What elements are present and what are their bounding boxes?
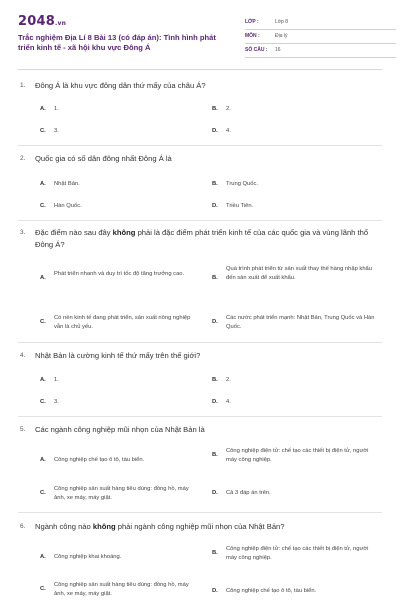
option-letter: C. bbox=[40, 586, 46, 592]
option-letter: D. bbox=[212, 490, 218, 496]
option-text: 2. bbox=[226, 106, 231, 112]
question-1 bbox=[20, 80, 380, 92]
meta-key: MÔN : bbox=[245, 33, 260, 39]
option-text: 4. bbox=[226, 128, 231, 134]
meta-value: Địa lý bbox=[275, 33, 288, 39]
option-letter: D. bbox=[212, 319, 218, 325]
meta-row-count bbox=[245, 44, 396, 58]
logo-text: 2048 bbox=[18, 14, 55, 29]
option-letter: A. bbox=[40, 457, 46, 463]
site-logo[interactable] bbox=[18, 14, 66, 29]
option-letter: A. bbox=[40, 106, 46, 112]
option-letter: A. bbox=[40, 275, 46, 281]
question-separator bbox=[18, 342, 382, 343]
stem-text: Quốc gia có số dân đông nhất Đông Á là bbox=[35, 154, 172, 163]
meta-value: 16 bbox=[275, 47, 281, 53]
meta-row-class bbox=[245, 16, 396, 30]
stem-text: Nhật Bản là cường kinh tế thứ mấy trên thế giới? bbox=[35, 351, 201, 360]
option-text: Công nghiệp điện tử: chế tạo các thiết bị điện tử, người máy công nghiệp. bbox=[226, 448, 369, 463]
question-number: 5. bbox=[20, 426, 26, 433]
meta-row-subject bbox=[245, 30, 396, 44]
option-letter: C. bbox=[40, 203, 46, 209]
option-text: Triều Tiên. bbox=[226, 203, 254, 209]
option-text: Cả 3 đáp án trên. bbox=[226, 490, 271, 496]
option-letter: C. bbox=[40, 399, 46, 405]
question-separator bbox=[18, 416, 382, 417]
header-divider bbox=[18, 69, 382, 70]
stem-text: Ngành công nào bbox=[35, 522, 93, 531]
stem-text: phải ngành công nghiệp mũi nhọn của Nhật Bản? bbox=[115, 522, 285, 531]
document-header bbox=[18, 12, 382, 68]
question-separator bbox=[18, 220, 382, 221]
document-title: Trắc nghiệm Địa Lí 8 Bài 13 (có đáp án): Tình hình phát triển kinh tế - xã hội khu vực Đông Á bbox=[18, 33, 216, 52]
question-separator bbox=[18, 145, 382, 146]
question-number: 6. bbox=[20, 523, 26, 530]
option-letter: D. bbox=[212, 128, 218, 134]
question-stem bbox=[20, 80, 380, 92]
question-5 bbox=[20, 424, 380, 436]
option-text: Các nước phát triển mạnh: Nhật Bản, Trung Quốc và Hàn Quốc. bbox=[226, 315, 375, 330]
question-3 bbox=[20, 227, 380, 251]
option-text: Có nền kinh tế đang phát triển, sản xuất nông nghiệp vẫn là chủ yếu. bbox=[54, 315, 191, 330]
question-2 bbox=[20, 153, 380, 165]
stem-text: phải là đặc điểm phát triển kinh tế của các quốc gia và vùng lãnh thổ Đông Á? bbox=[35, 228, 369, 249]
option-text: Nhật Bản. bbox=[54, 181, 80, 187]
option-text: Công nghiệp sản xuất hàng tiêu dùng: đồng hồ, máy ảnh, xe máy, máy giặt. bbox=[54, 582, 189, 597]
option-letter: A. bbox=[40, 554, 46, 560]
logo-tld: .vn bbox=[54, 20, 67, 27]
option-text: Trung Quốc. bbox=[226, 181, 259, 187]
option-letter: B. bbox=[212, 181, 218, 187]
option-text: 4. bbox=[226, 399, 231, 405]
meta-value: Lớp 8 bbox=[275, 19, 289, 25]
question-stem bbox=[20, 350, 380, 362]
option-text: Công nghiệp chế tạo ô tô, tàu biển. bbox=[54, 457, 145, 463]
question-number: 4. bbox=[20, 352, 26, 359]
option-letter: D. bbox=[212, 203, 218, 209]
option-letter: B. bbox=[212, 275, 218, 281]
option-letter: C. bbox=[40, 128, 46, 134]
option-text: Công nghiệp điện tử: chế tạo các thiết bị điện tử, người máy công nghiệp. bbox=[226, 546, 369, 561]
option-text: 3. bbox=[54, 399, 59, 405]
question-stem bbox=[20, 153, 380, 165]
option-letter: A. bbox=[40, 181, 46, 187]
option-text: Công nghiệp chế tạo ô tô, tàu biển. bbox=[226, 588, 317, 594]
stem-emphasis: không bbox=[92, 522, 116, 531]
option-letter: C. bbox=[40, 319, 46, 325]
stem-text: Các ngành công nghiệp mũi nhọn của Nhật Bản là bbox=[35, 425, 205, 434]
question-number: 2. bbox=[20, 155, 26, 162]
option-letter: B. bbox=[212, 377, 218, 383]
option-text: 2. bbox=[226, 377, 231, 383]
option-text: Hàn Quốc. bbox=[54, 203, 82, 209]
option-text: Phát triển nhanh và duy trì tốc độ tăng trưởng cao. bbox=[54, 271, 185, 277]
meta-key: SỐ CÂU : bbox=[245, 47, 268, 53]
option-letter: B. bbox=[212, 106, 218, 112]
option-text: Công nghiệp khai khoáng. bbox=[54, 554, 122, 560]
meta-table bbox=[245, 16, 396, 58]
meta-key: LỚP : bbox=[245, 19, 259, 25]
question-6 bbox=[20, 521, 380, 533]
stem-emphasis: không bbox=[112, 228, 136, 237]
question-4 bbox=[20, 350, 380, 362]
option-letter: C. bbox=[40, 490, 46, 496]
option-text: 3. bbox=[54, 128, 59, 134]
question-number: 3. bbox=[20, 229, 26, 236]
option-letter: D. bbox=[212, 399, 218, 405]
option-text: 1. bbox=[54, 106, 59, 112]
question-stem bbox=[20, 227, 380, 251]
option-letter: B. bbox=[212, 550, 218, 556]
question-stem bbox=[20, 424, 380, 436]
stem-text: Đông Á là khu vực đông dân thứ mấy của châu Á? bbox=[35, 81, 206, 90]
option-text: Quá trình phát triển từ sản xuất thay thế hàng nhập khẩu đến sản xuất để xuất khẩu. bbox=[226, 266, 373, 281]
option-text: Công nghiệp sản xuất hàng tiêu dùng: đồng hồ, máy ảnh, xe máy, máy giặt. bbox=[54, 486, 189, 501]
stem-text: Đặc điểm nào sau đây bbox=[35, 228, 113, 237]
option-text: 1. bbox=[54, 377, 59, 383]
option-letter: D. bbox=[212, 588, 218, 594]
question-number: 1. bbox=[20, 82, 26, 89]
question-stem bbox=[20, 521, 380, 533]
option-letter: B. bbox=[212, 452, 218, 458]
question-separator bbox=[18, 512, 382, 513]
option-letter: A. bbox=[40, 377, 46, 383]
